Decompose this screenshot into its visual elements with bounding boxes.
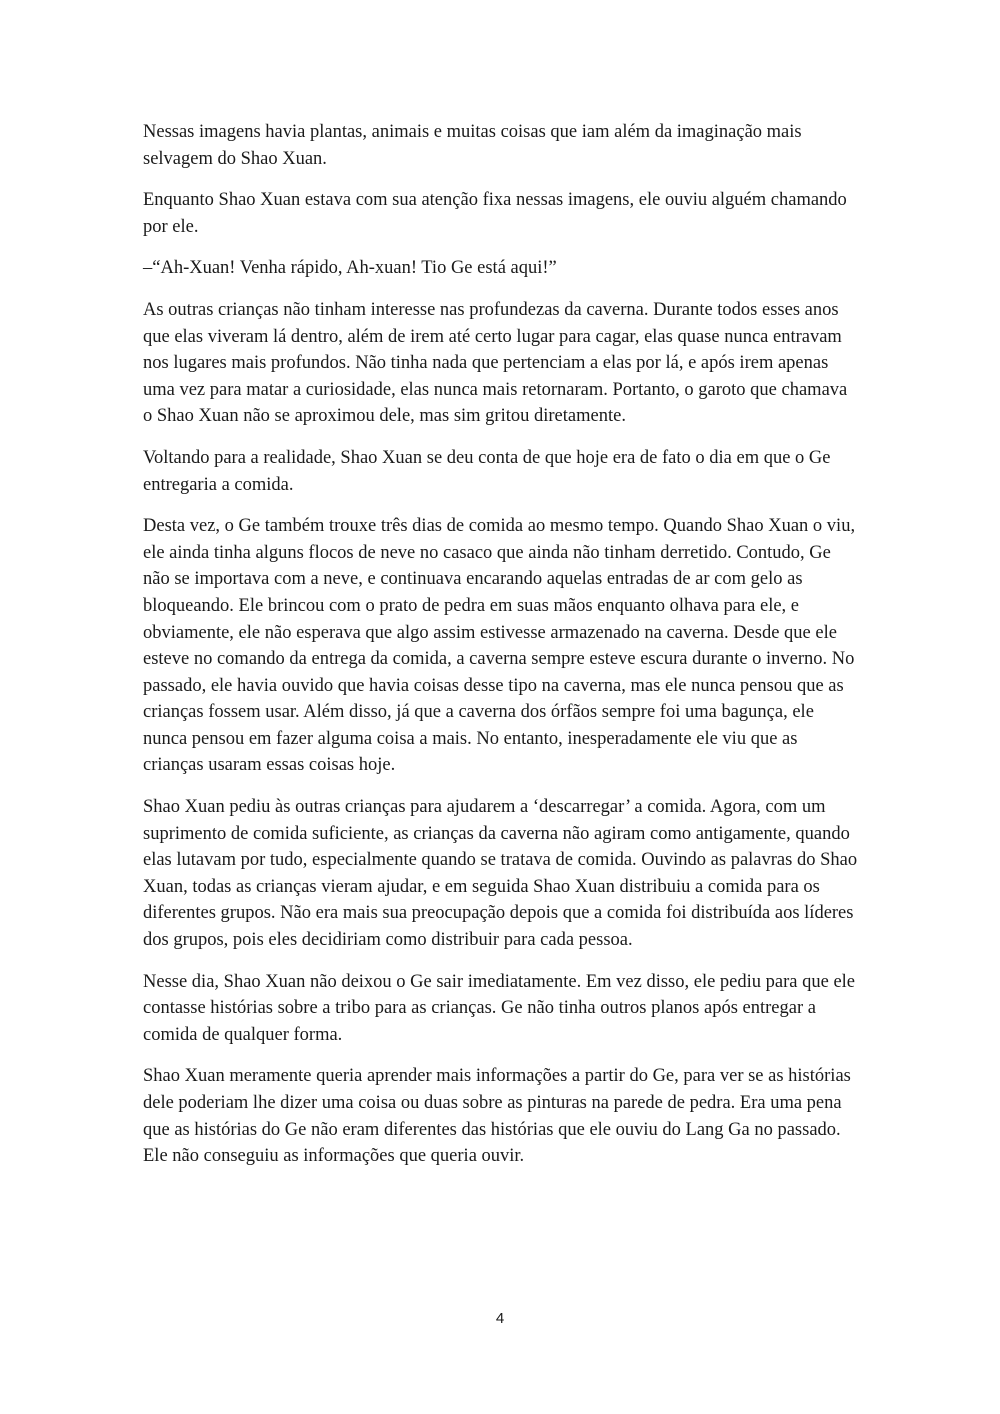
page-number: 4 bbox=[495, 1310, 505, 1327]
paragraph-6: Desta vez, o Ge também trouxe três dias de comida ao mesmo tempo. Quando Shao Xuan o viu, ele ainda tinha alguns flocos de neve no casaco que ainda não tinham derretido. Contudo, Ge não se importava com a neve, e continuava encarando aquelas entradas de ar com gelo as bloqueando. Ele brincou com o prato de pedra em suas mãos enquanto olhava para ele, e obviamente, ele não esperava que algo assim estivesse armazenado na caverna. Desde que ele esteve no comando da entrega da comida, a caverna sempre esteve escura durante o inverno. No passado, ele havia ouvido que havia coisas desse tipo na caverna, mas ele nunca pensou que as crianças fossem usar. Além disso, já que a caverna dos órfãos sempre foi uma bagunça, ele nunca pensou em fazer alguma coisa a mais. No entanto, inesperadamente ele viu que as crianças usaram essas coisas hoje. bbox=[143, 516, 856, 776]
paragraph-2: Enquanto Shao Xuan estava com sua atenção fixa nessas imagens, ele ouviu alguém chamando por ele. bbox=[143, 190, 847, 237]
paragraph-9: Shao Xuan meramente queria aprender mais informações a partir do Ge, para ver se as histórias dele poderiam lhe dizer uma coisa ou duas sobre as pinturas na parede de pedra. Era uma pena que as histórias do Ge não eram diferentes das histórias que ele ouviu do Lang Ga no passado. Ele não conseguiu as informações que queria ouvir. bbox=[143, 1066, 851, 1167]
paragraph-4: As outras crianças não tinham interesse nas profundezas da caverna. Durante todos esses anos que elas viveram lá dentro, além de irem até certo lugar para cagar, elas quase nunca entravam nos lugares mais profundos. Não tinha nada que pertenciam a elas por lá, e após irem apenas uma vez para matar a curiosidade, elas nunca mais retornaram. Portanto, o garoto que chamava o Shao Xuan não se aproximou dele, mas sim gritou diretamente. bbox=[143, 299, 848, 427]
paragraph-5: Voltando para a realidade, Shao Xuan se deu conta de que hoje era de fato o dia em que o Ge entregaria a comida. bbox=[143, 447, 831, 495]
paragraph-8: Nesse dia, Shao Xuan não deixou o Ge sair imediatamente. Em vez disso, ele pediu para que ele contasse histórias sobre a tribo para as crianças. Ge não tinha outros planos após entregar a comida de qualquer forma. bbox=[143, 971, 856, 1045]
paragraph-7: Shao Xuan pediu às outras crianças para ajudarem a ‘descarregar’ a comida. Agora, com um suprimento de comida suficiente, as crianças da caverna não agiram como antigamente, quando elas lutavam por tudo, especialmente quando se tratava de comida. Ouvindo as palavras do Shao Xuan, todas as crianças vieram ajudar, e em seguida Shao Xuan distribuiu a comida para os diferentes grupos. Não era mais sua preocupação depois que a comida foi distribuída aos líderes dos grupos, pois eles decidiriam como distribuir para cada pessoa. bbox=[143, 797, 858, 951]
paragraph-1: Nessas imagens havia plantas, animais e muitas coisas que iam além da imaginação mais selvagem do Shao Xuan. bbox=[143, 122, 802, 169]
body-text bbox=[143, 119, 861, 1185]
paragraph-3: –“Ah-Xuan! Venha rápido, Ah-xuan! Tio Ge está aqui!” bbox=[143, 258, 557, 279]
